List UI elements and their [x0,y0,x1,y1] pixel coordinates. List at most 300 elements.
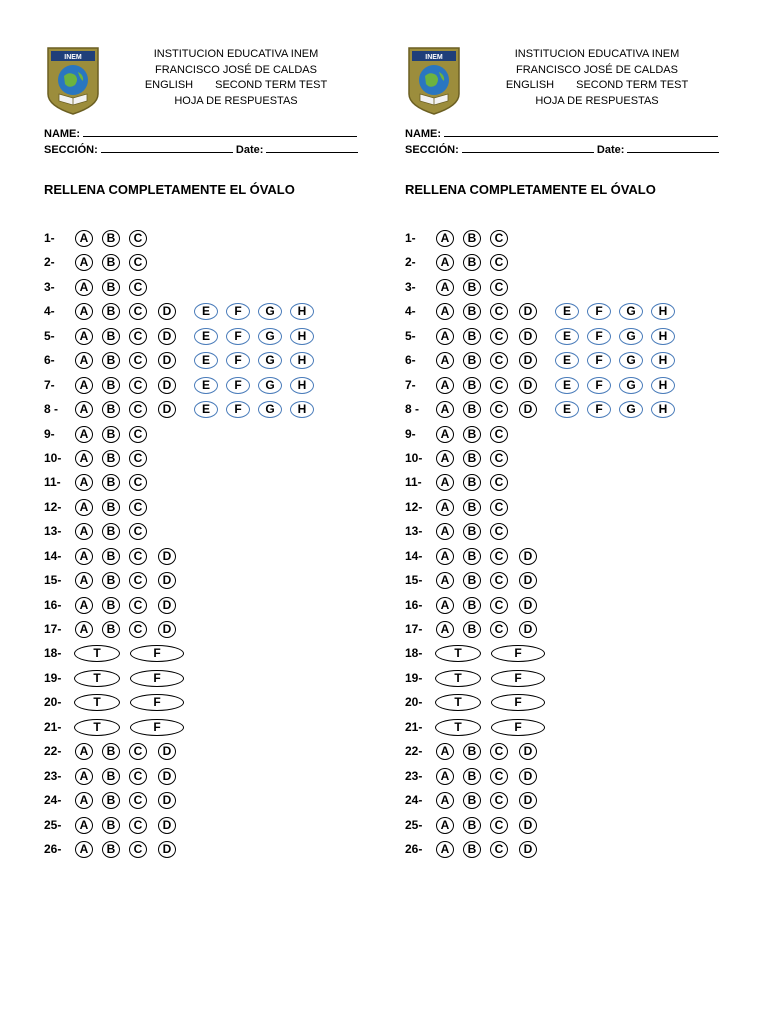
answer-bubble-g[interactable]: G [619,352,643,369]
answer-bubble-e[interactable]: E [194,352,218,369]
answer-bubble-b[interactable]: B [102,426,120,443]
question-number: 20- [44,695,62,710]
question-number: 9- [405,426,416,441]
test-label: SECOND TERM TEST [215,79,328,91]
answer-bubble-c[interactable]: C [490,450,508,467]
answer-bubble-a[interactable]: A [75,817,93,834]
answer-bubble-d[interactable]: D [519,817,537,834]
answer-bubble-d[interactable]: D [158,401,176,418]
question-number: 4- [44,304,55,319]
answer-bubble-a[interactable]: A [75,621,93,638]
answer-bubble-a[interactable]: A [75,230,93,247]
answer-bubble-a[interactable]: A [75,597,93,614]
answer-bubble-c[interactable]: C [129,499,147,516]
answer-bubble-b[interactable]: B [102,743,120,760]
answer-bubble-c[interactable]: C [490,523,508,540]
answer-bubble-c[interactable]: C [129,450,147,467]
answer-bubble-b[interactable]: B [463,352,481,369]
answer-bubble-f[interactable]: F [491,670,545,687]
answer-bubble-c[interactable]: C [129,817,147,834]
answer-bubble-e[interactable]: E [194,401,218,418]
answer-bubble-f[interactable]: F [130,719,184,736]
answer-bubble-a[interactable]: A [436,352,454,369]
question-number: 5- [44,328,55,343]
school-crest-logo [45,44,101,116]
answer-bubble-b[interactable]: B [463,548,481,565]
answer-bubble-c[interactable]: C [490,572,508,589]
answer-bubble-b[interactable]: B [102,523,120,540]
answer-bubble-b[interactable]: B [463,621,481,638]
question-number: 6- [405,353,416,368]
answer-bubble-f[interactable]: F [587,303,611,320]
answer-bubble-d[interactable]: D [519,303,537,320]
answer-bubble-c[interactable]: C [490,303,508,320]
answer-bubble-d[interactable]: D [158,572,176,589]
question-number: 9- [44,426,55,441]
answer-bubble-c[interactable]: C [490,426,508,443]
answer-bubble-h[interactable]: H [651,328,675,345]
answer-bubble-d[interactable]: D [158,621,176,638]
test-label: SECOND TERM TEST [576,79,689,91]
answer-bubble-h[interactable]: H [290,352,314,369]
answer-bubble-a[interactable]: A [436,377,454,394]
answer-bubble-b[interactable]: B [463,792,481,809]
answer-bubble-b[interactable]: B [102,303,120,320]
answer-bubble-a[interactable]: A [75,474,93,491]
answer-bubble-b[interactable]: B [102,279,120,296]
answer-bubble-b[interactable]: B [463,401,481,418]
answer-bubble-b[interactable]: B [463,523,481,540]
answer-bubble-f[interactable]: F [130,694,184,711]
answer-bubble-h[interactable]: H [651,303,675,320]
answer-bubble-h[interactable]: H [651,377,675,394]
answer-bubble-c[interactable]: C [129,279,147,296]
answer-bubble-d[interactable]: D [519,768,537,785]
sheet-title: HOJA DE RESPUESTAS [174,94,298,107]
answer-bubble-c[interactable]: C [129,621,147,638]
question-number: 23- [44,768,62,783]
question-number: 19- [405,670,423,685]
section-label: SECCIÓN: [405,144,459,156]
answer-bubble-e[interactable]: E [555,328,579,345]
question-number: 24- [405,793,423,808]
answer-bubble-t[interactable]: T [74,694,120,711]
answer-bubble-c[interactable]: C [129,328,147,345]
question-number: 22- [405,744,423,759]
answer-bubble-a[interactable]: A [436,426,454,443]
answer-bubble-c[interactable]: C [490,230,508,247]
answer-bubble-f[interactable]: F [130,645,184,662]
question-number: 12- [405,499,423,514]
answer-bubble-d[interactable]: D [519,743,537,760]
answer-bubble-f[interactable]: F [491,694,545,711]
answer-bubble-c[interactable]: C [129,230,147,247]
question-number: 2- [44,255,55,270]
answer-bubble-e[interactable]: E [194,328,218,345]
answer-bubble-b[interactable]: B [463,426,481,443]
answer-bubble-d[interactable]: D [158,352,176,369]
answer-bubble-b[interactable]: B [463,743,481,760]
question-number: 24- [44,793,62,808]
answer-bubble-c[interactable]: C [129,572,147,589]
answer-bubble-c[interactable]: C [490,597,508,614]
question-number: 21- [405,719,423,734]
answer-bubble-c[interactable]: C [129,768,147,785]
question-number: 10- [44,450,62,465]
sheet-title: HOJA DE RESPUESTAS [535,94,659,107]
answer-bubble-c[interactable]: C [129,474,147,491]
answer-bubble-b[interactable]: B [102,450,120,467]
answer-bubble-g[interactable]: G [619,303,643,320]
date-label: Date: [235,144,264,156]
question-number: 7- [405,377,416,392]
answer-bubble-b[interactable]: B [102,621,120,638]
answer-bubble-t[interactable]: T [74,645,120,662]
answer-bubble-d[interactable]: D [519,548,537,565]
school-subname: FRANCISCO JOSÉ DE CALDAS [516,63,678,76]
name-field[interactable] [44,126,357,141]
answer-bubble-c[interactable]: C [129,401,147,418]
question-number: 23- [405,768,423,783]
answer-bubble-b[interactable]: B [102,841,120,858]
answer-bubble-f[interactable]: F [226,377,250,394]
instructions: RELLENA COMPLETAMENTE EL ÓVALO [405,182,656,197]
answer-bubble-b[interactable]: B [463,254,481,271]
answer-bubble-g[interactable]: G [258,401,282,418]
answer-bubble-a[interactable]: A [75,499,93,516]
answer-bubble-d[interactable]: D [158,548,176,565]
answer-bubble-c[interactable]: C [490,279,508,296]
answer-bubble-b[interactable]: B [102,499,120,516]
answer-bubble-c[interactable]: C [490,621,508,638]
section-line[interactable] [462,142,594,153]
logo-text: INEM [425,54,443,61]
answer-bubble-b[interactable]: B [102,254,120,271]
answer-bubble-a[interactable]: A [436,768,454,785]
question-number: 3- [44,279,55,294]
answer-bubble-c[interactable]: C [490,792,508,809]
answer-bubble-c[interactable]: C [490,743,508,760]
answer-bubble-d[interactable]: D [519,328,537,345]
answer-bubble-h[interactable]: H [290,303,314,320]
answer-bubble-a[interactable]: A [75,792,93,809]
answer-bubble-d[interactable]: D [519,377,537,394]
question-number: 13- [44,524,62,539]
answer-bubble-f[interactable]: F [130,670,184,687]
answer-bubble-b[interactable]: B [102,792,120,809]
test-info [465,78,729,94]
answer-bubble-g[interactable]: G [619,328,643,345]
answer-bubble-h[interactable]: H [651,401,675,418]
answer-bubble-a[interactable]: A [75,279,93,296]
answer-bubble-b[interactable]: B [102,401,120,418]
answer-bubble-b[interactable]: B [463,328,481,345]
answer-bubble-a[interactable]: A [436,841,454,858]
answer-bubble-g[interactable]: G [619,377,643,394]
answer-bubble-d[interactable]: D [519,597,537,614]
answer-bubble-t[interactable]: T [74,719,120,736]
answer-bubble-f[interactable]: F [491,719,545,736]
answer-bubble-c[interactable]: C [129,548,147,565]
answer-bubble-h[interactable]: H [290,401,314,418]
question-number: 25- [44,817,62,832]
answer-bubble-a[interactable]: A [436,743,454,760]
answer-bubble-a[interactable]: A [436,548,454,565]
subject-label: ENGLISH [144,79,194,91]
answer-bubble-c[interactable]: C [490,254,508,271]
answer-bubble-c[interactable]: C [129,792,147,809]
answer-bubble-d[interactable]: D [158,303,176,320]
answer-bubble-a[interactable]: A [75,426,93,443]
answer-bubble-a[interactable]: A [436,328,454,345]
answer-bubble-b[interactable]: B [463,279,481,296]
answer-bubble-c[interactable]: C [490,328,508,345]
school-crest-logo [406,44,462,116]
answer-bubble-g[interactable]: G [258,328,282,345]
answer-bubble-b[interactable]: B [463,768,481,785]
answer-bubble-a[interactable]: A [75,328,93,345]
question-number: 26- [405,841,423,856]
answer-bubble-d[interactable]: D [158,597,176,614]
name-line[interactable] [83,126,357,137]
answer-bubble-b[interactable]: B [102,768,120,785]
answer-bubble-d[interactable]: D [519,792,537,809]
date-line[interactable] [627,142,719,153]
date-line[interactable] [266,142,358,153]
answer-bubble-a[interactable]: A [436,572,454,589]
question-number: 20- [405,695,423,710]
answer-bubble-b[interactable]: B [102,230,120,247]
answer-bubble-d[interactable]: D [158,328,176,345]
answer-bubble-d[interactable]: D [519,841,537,858]
answer-bubble-b[interactable]: B [463,817,481,834]
answer-bubble-a[interactable]: A [75,352,93,369]
question-number: 12- [44,499,62,514]
answer-bubble-b[interactable]: B [463,499,481,516]
answer-bubble-t[interactable]: T [435,670,481,687]
answer-bubble-d[interactable]: D [158,841,176,858]
answer-bubble-f[interactable]: F [587,401,611,418]
answer-bubble-d[interactable]: D [519,352,537,369]
answer-bubble-b[interactable]: B [102,548,120,565]
question-number: 15- [405,573,423,588]
answer-bubble-h[interactable]: H [290,377,314,394]
answer-bubble-a[interactable]: A [436,499,454,516]
question-number: 25- [405,817,423,832]
answer-bubble-h[interactable]: H [290,328,314,345]
section-line[interactable] [101,142,233,153]
question-number: 19- [44,670,62,685]
answer-bubble-c[interactable]: C [129,426,147,443]
answer-bubble-c[interactable]: C [129,352,147,369]
answer-bubble-a[interactable]: A [436,597,454,614]
answer-bubble-f[interactable]: F [587,377,611,394]
answer-bubble-a[interactable]: A [75,254,93,271]
answer-bubble-c[interactable]: C [129,841,147,858]
question-number: 3- [405,279,416,294]
answer-bubble-d[interactable]: D [519,572,537,589]
answer-bubble-t[interactable]: T [435,645,481,662]
answer-bubble-d[interactable]: D [158,377,176,394]
answer-bubble-b[interactable]: B [463,450,481,467]
answer-bubble-g[interactable]: G [258,303,282,320]
question-number: 10- [405,450,423,465]
answer-bubble-b[interactable]: B [102,597,120,614]
answer-bubble-f[interactable]: F [491,645,545,662]
answer-bubble-c[interactable]: C [490,352,508,369]
question-number: 4- [405,304,416,319]
answer-bubble-c[interactable]: C [490,841,508,858]
answer-bubble-c[interactable]: C [129,597,147,614]
answer-bubble-a[interactable]: A [436,254,454,271]
section-label: SECCIÓN: [44,144,98,156]
question-number: 22- [44,744,62,759]
answer-bubble-e[interactable]: E [194,303,218,320]
answer-bubble-b[interactable]: B [102,377,120,394]
test-info [104,78,368,94]
answer-bubble-b[interactable]: B [463,230,481,247]
question-number: 5- [405,328,416,343]
answer-bubble-a[interactable]: A [436,523,454,540]
answer-bubble-c[interactable]: C [490,768,508,785]
answer-bubble-d[interactable]: D [158,743,176,760]
answer-bubble-b[interactable]: B [463,597,481,614]
answer-bubble-a[interactable]: A [75,768,93,785]
question-number: 11- [44,475,61,490]
answer-bubble-d[interactable]: D [519,401,537,418]
answer-bubble-f[interactable]: F [226,328,250,345]
answer-bubble-a[interactable]: A [75,548,93,565]
answer-bubble-g[interactable]: G [258,377,282,394]
answer-bubble-b[interactable]: B [102,474,120,491]
answer-bubble-e[interactable]: E [194,377,218,394]
question-number: 8 - [405,402,420,417]
answer-bubble-b[interactable]: B [102,328,120,345]
name-label: NAME: [44,128,81,140]
answer-bubble-b[interactable]: B [102,817,120,834]
question-number: 1- [405,231,416,245]
logo-text: INEM [64,54,82,61]
answer-bubble-g[interactable]: G [619,401,643,418]
question-number: 16- [405,597,423,612]
answer-bubble-c[interactable]: C [490,377,508,394]
answer-bubble-a[interactable]: A [436,450,454,467]
answer-bubble-f[interactable]: F [226,401,250,418]
question-number: 13- [405,524,423,539]
answer-bubble-a[interactable]: A [436,792,454,809]
name-field[interactable] [405,126,718,141]
answer-bubble-f[interactable]: F [226,352,250,369]
answer-bubble-e[interactable]: E [555,352,579,369]
answer-bubble-c[interactable]: C [490,499,508,516]
answer-bubble-b[interactable]: B [102,572,120,589]
answer-bubble-c[interactable]: C [129,377,147,394]
answer-bubble-b[interactable]: B [463,841,481,858]
answer-bubble-a[interactable]: A [75,523,93,540]
answer-bubble-e[interactable]: E [555,303,579,320]
answer-bubble-a[interactable]: A [75,377,93,394]
section-date-field [405,142,719,157]
question-number: 6- [44,353,55,368]
answer-bubble-c[interactable]: C [490,401,508,418]
answer-bubble-c[interactable]: C [129,254,147,271]
question-number: 1- [44,231,55,245]
question-number: 17- [405,622,423,636]
answer-bubble-a[interactable]: A [436,817,454,834]
answer-bubble-a[interactable]: A [436,230,454,247]
answer-bubble-a[interactable]: A [75,572,93,589]
answer-bubble-f[interactable]: F [587,328,611,345]
answer-bubble-d[interactable]: D [158,817,176,834]
answer-bubble-f[interactable]: F [226,303,250,320]
question-number: 18- [44,646,62,661]
answer-bubble-h[interactable]: H [651,352,675,369]
answer-bubble-a[interactable]: A [436,279,454,296]
answer-bubble-e[interactable]: E [555,377,579,394]
question-number: 7- [44,377,55,392]
answer-bubble-f[interactable]: F [587,352,611,369]
answer-bubble-c[interactable]: C [490,548,508,565]
question-number: 17- [44,622,62,636]
answer-bubble-d[interactable]: D [519,621,537,638]
answer-bubble-a[interactable]: A [75,401,93,418]
question-number: 2- [405,255,416,270]
answer-bubble-d[interactable]: D [158,768,176,785]
answer-bubble-e[interactable]: E [555,401,579,418]
name-line[interactable] [444,126,718,137]
date-label: Date: [596,144,625,156]
answer-bubble-b[interactable]: B [463,303,481,320]
answer-bubble-b[interactable]: B [463,572,481,589]
school-header [465,47,729,109]
question-number: 15- [44,573,62,588]
answer-bubble-a[interactable]: A [75,303,93,320]
question-number: 14- [44,548,62,563]
school-name: INSTITUCION EDUCATIVA INEM [153,48,319,60]
answer-bubble-c[interactable]: C [490,817,508,834]
answer-bubble-t[interactable]: T [435,719,481,736]
question-number: 21- [44,719,62,734]
answer-bubble-t[interactable]: T [74,670,120,687]
school-name: INSTITUCION EDUCATIVA INEM [514,48,680,60]
answer-bubble-a[interactable]: A [436,401,454,418]
question-number: 14- [405,548,423,563]
answer-bubble-a[interactable]: A [75,743,93,760]
answer-bubble-a[interactable]: A [436,621,454,638]
answer-bubble-a[interactable]: A [75,450,93,467]
answer-bubble-c[interactable]: C [129,303,147,320]
answer-bubble-c[interactable]: C [490,474,508,491]
question-number: 8 - [44,402,59,417]
answer-bubble-c[interactable]: C [129,523,147,540]
school-subname: FRANCISCO JOSÉ DE CALDAS [155,63,317,76]
instructions: RELLENA COMPLETAMENTE EL ÓVALO [44,182,295,197]
school-header [104,47,368,109]
answer-bubble-b[interactable]: B [463,377,481,394]
answer-bubble-a[interactable]: A [436,303,454,320]
answer-bubble-a[interactable]: A [436,474,454,491]
name-label: NAME: [405,128,442,140]
answer-bubble-b[interactable]: B [102,352,120,369]
subject-label: ENGLISH [505,79,555,91]
answer-bubble-d[interactable]: D [158,792,176,809]
section-date-field [44,142,358,157]
answer-bubble-a[interactable]: A [75,841,93,858]
answer-bubble-t[interactable]: T [435,694,481,711]
answer-bubble-c[interactable]: C [129,743,147,760]
answer-bubble-g[interactable]: G [258,352,282,369]
answer-bubble-b[interactable]: B [463,474,481,491]
